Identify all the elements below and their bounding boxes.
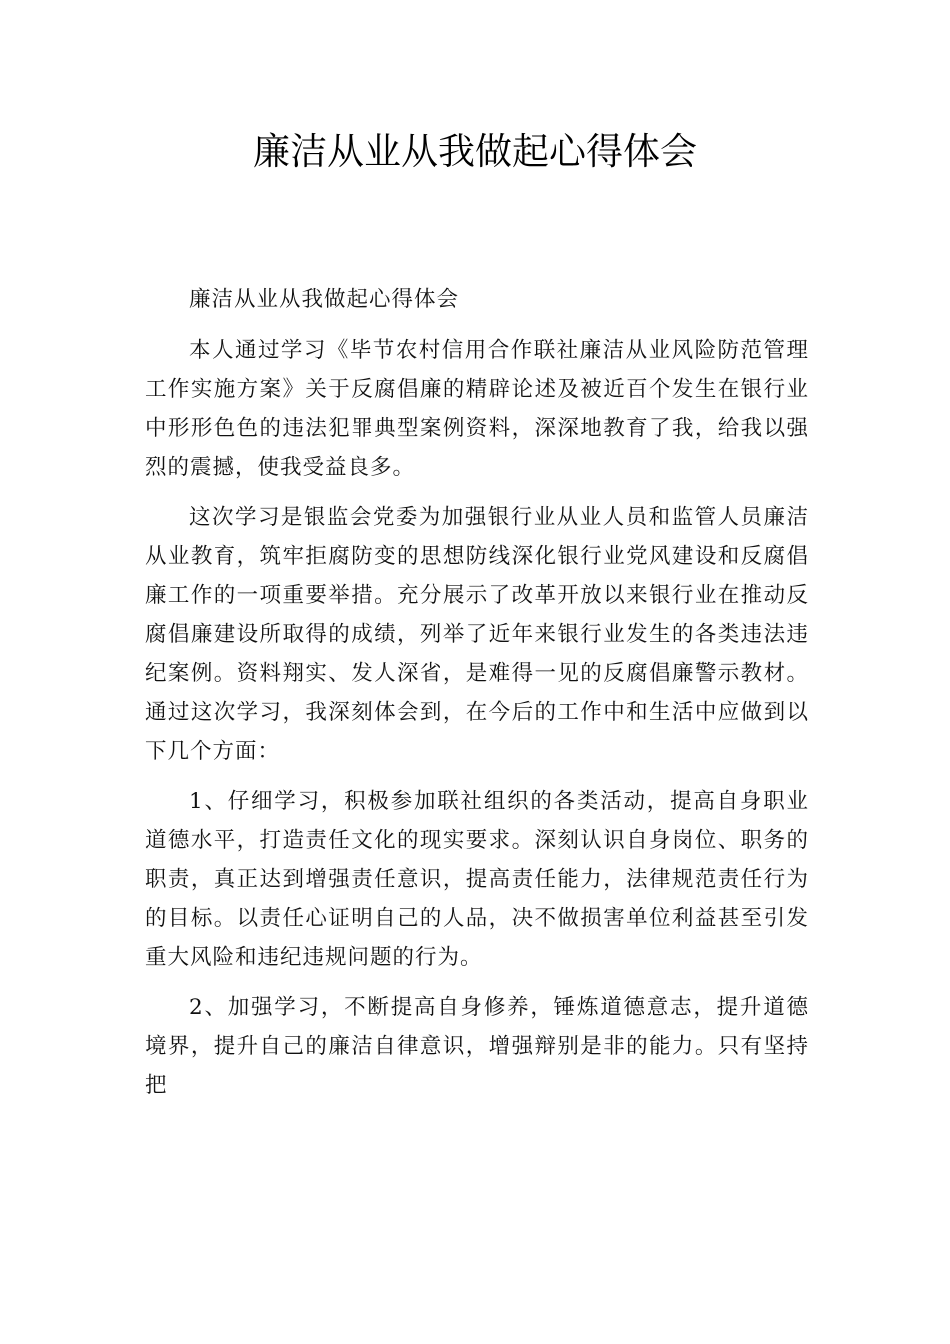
paragraph-point-1: 1、仔细学习，积极参加联社组织的各类活动，提高自身职业道德水平，打造责任文化的现实要求。深刻认识自身岗位、职务的职责，真正达到增强责任意识，提高责任能力，法律规范责任行为的目标。以责任心证明自己的人品，决不做损害单位利益甚至引发重大风险和违纪违规问题的行为。 — [145, 789, 809, 970]
paragraph-intro: 本人通过学习《毕节农村信用合作联社廉洁从业风险防范管理工作实施方案》关于反腐倡廉的精辟论述及被近百个发生在银行业中形形色色的违法犯罪典型案例资料，深深地教育了我，给我以强烈的震撼，使我受益良多。 — [145, 338, 809, 480]
paragraph-point-2: 2、加强学习，不断提高自身修养，锤炼道德意志，提升道德境界，提升自己的廉洁自律意识，增强辩别是非的能力。只有坚持把 — [145, 995, 809, 1098]
paragraph-study: 这次学习是银监会党委为加强银行业从业人员和监管人员廉洁从业教育，筑牢拒腐防变的思想防线深化银行业党风建设和反腐倡廉工作的一项重要举措。充分展示了改革开放以来银行业在推动反腐倡廉建设所取得的成绩，列举了近年来银行业发生的各类违法违纪案例。资料翔实、发人深省，是难得一见的反腐倡廉警示教材。通过这次学习，我深刻体会到，在今后的工作中和生活中应做到以下几个方面： — [145, 505, 809, 764]
document-body — [145, 280, 809, 1116]
document-title: 廉洁从业从我做起心得体会 — [253, 130, 697, 173]
paragraph-subtitle: 廉洁从业从我做起心得体会 — [189, 287, 460, 312]
